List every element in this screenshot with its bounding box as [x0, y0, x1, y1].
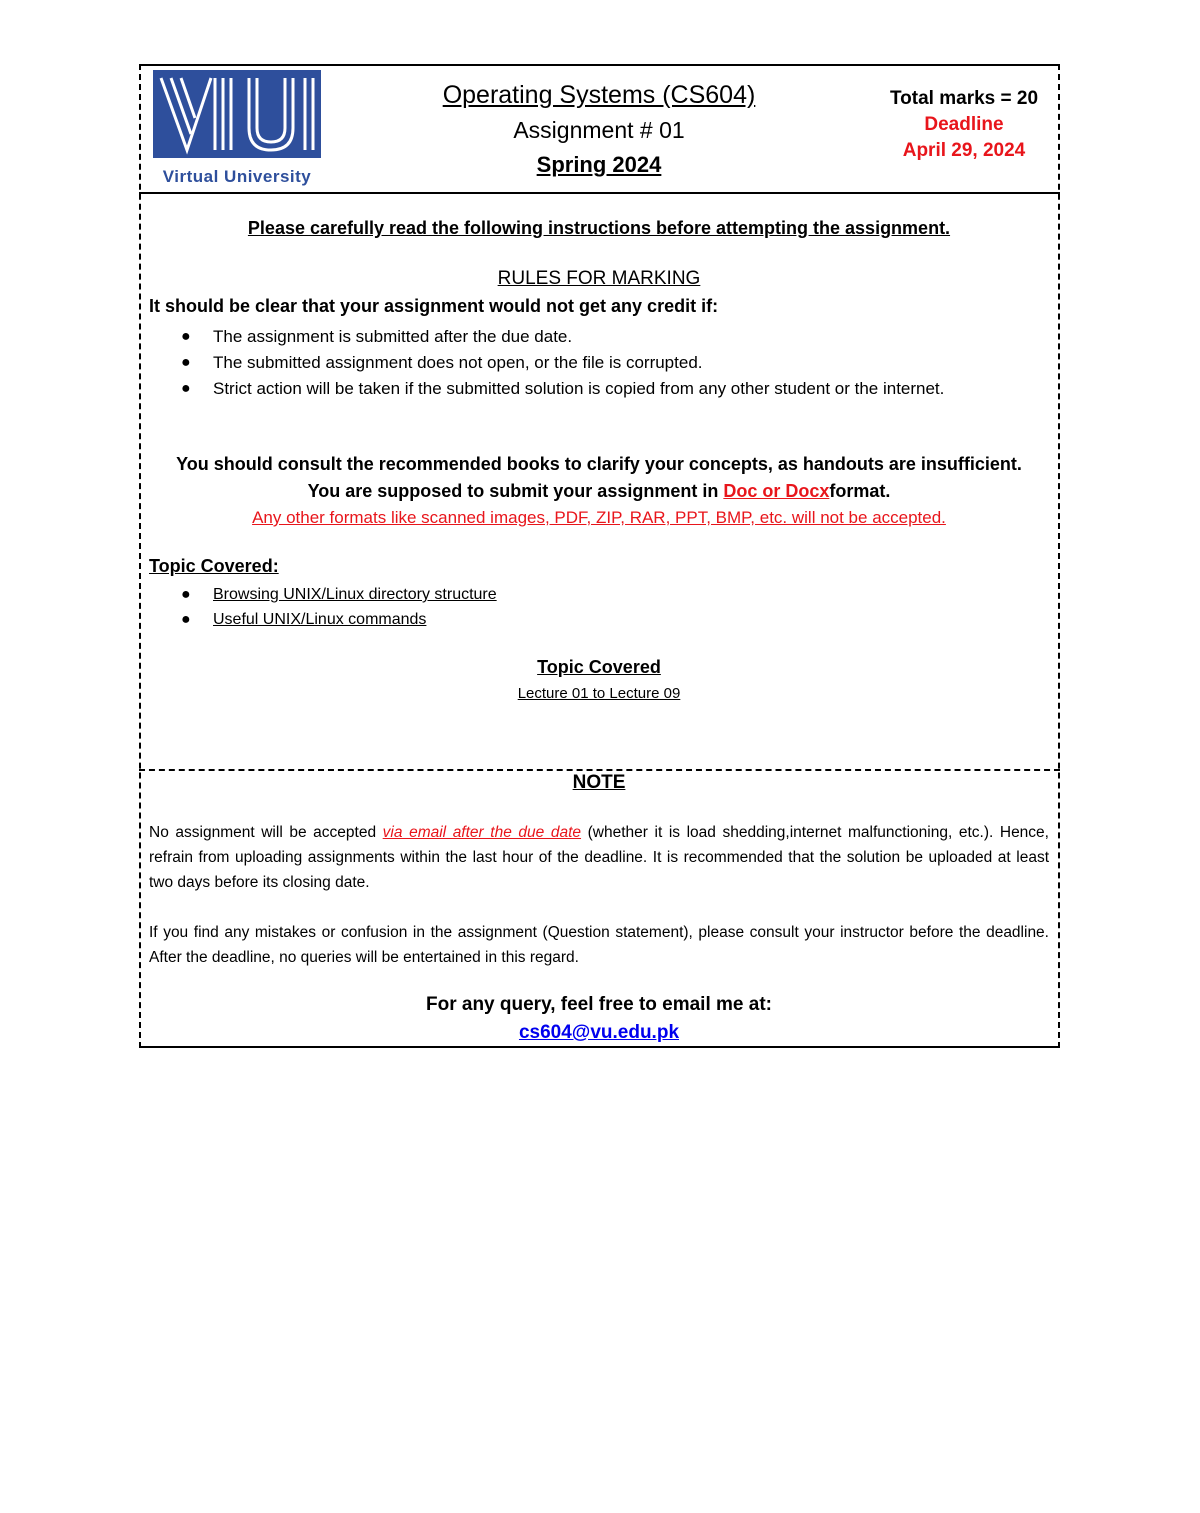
marks-deadline-block — [874, 86, 1054, 164]
assignment-frame — [139, 64, 1060, 1048]
course-title: Operating Systems (CS604) — [442, 81, 756, 109]
note-p1-pre: No assignment will be accepted — [149, 824, 383, 841]
frame-top-border — [139, 64, 1060, 66]
bullet-icon: ● — [181, 611, 191, 628]
list-item — [171, 324, 1049, 350]
rule-text: The submitted assignment does not open, or the file is corrupted. — [213, 353, 703, 372]
formats-warning: Any other formats like scanned images, PDF, ZIP, RAR, PPT, BMP, etc. will not be accepted. — [252, 508, 946, 527]
note-p1-post: (whether it is load shedding,internet malfunctioning, etc.). Hence, refrain from uploading assignments within the last hour of the deadline. It is recommended that the solution be uploaded at least two days before its closing date. — [149, 824, 1049, 891]
rules-list — [171, 324, 1049, 402]
frame-right-border — [1058, 64, 1060, 1048]
topics-list — [171, 582, 1049, 632]
total-marks: Total marks = 20 — [889, 88, 1039, 109]
vu-logo-icon — [153, 70, 321, 158]
submit-post: format. — [829, 481, 891, 501]
topic-text: Useful UNIX/Linux commands — [213, 611, 427, 628]
credit-intro: It should be clear that your assignment would not get any credit if: — [149, 296, 719, 316]
topics-heading: Topic Covered: — [149, 556, 279, 576]
deadline-date: April 29, 2024 — [902, 140, 1026, 161]
query-text: For any query, feel free to email me at: — [426, 994, 772, 1015]
title-block — [329, 78, 869, 182]
submit-pre: You are supposed to submit your assignment in — [307, 481, 724, 501]
bullet-icon: ● — [181, 328, 191, 345]
rule-text: Strict action will be taken if the submitted solution is copied from any other student or the internet. — [213, 379, 945, 398]
rules-heading: RULES FOR MARKING — [497, 268, 701, 289]
note-p1-highlight: via email after the due date — [382, 824, 582, 841]
rule-text: The assignment is submitted after the due date. — [213, 327, 573, 346]
list-item — [171, 376, 1049, 402]
note-divider — [139, 769, 1060, 771]
frame-bottom-border — [139, 1046, 1060, 1048]
assignment-number: Assignment # 01 — [513, 117, 685, 143]
consult-text: You should consult the recommended books to clarify your concepts, as handouts are insufficient. — [176, 454, 1022, 474]
semester: Spring 2024 — [536, 152, 662, 177]
instructions-heading: Please carefully read the following instructions before attempting the assignment. — [247, 218, 951, 238]
list-item — [171, 350, 1049, 376]
submit-format: Doc or Docx — [723, 481, 830, 501]
note-heading: NOTE — [572, 772, 626, 793]
email-link[interactable]: cs604@vu.edu.pk — [518, 1022, 680, 1043]
note-paragraph-1 — [149, 820, 1049, 895]
topics-heading-2: Topic Covered — [537, 657, 661, 677]
bullet-icon: ● — [181, 586, 191, 603]
logo-caption: Virtual University — [162, 167, 312, 186]
bullet-icon: ● — [181, 354, 191, 371]
topic-text: Browsing UNIX/Linux directory structure — [213, 586, 497, 603]
list-item — [171, 582, 1049, 607]
frame-left-border — [139, 64, 141, 1048]
submit-format-line — [149, 481, 1049, 502]
vu-logo-mark — [153, 70, 321, 158]
vu-logo — [153, 70, 321, 188]
lecture-range: Lecture 01 to Lecture 09 — [517, 685, 681, 702]
header-divider — [139, 192, 1060, 194]
deadline-label: Deadline — [924, 114, 1004, 135]
list-item — [171, 607, 1049, 632]
note-paragraph-2: If you find any mistakes or confusion in the assignment (Question statement), please consult your instructor before the deadline. After the deadline, no queries will be entertained in this regard. — [149, 924, 1049, 966]
bullet-icon: ● — [181, 380, 191, 397]
